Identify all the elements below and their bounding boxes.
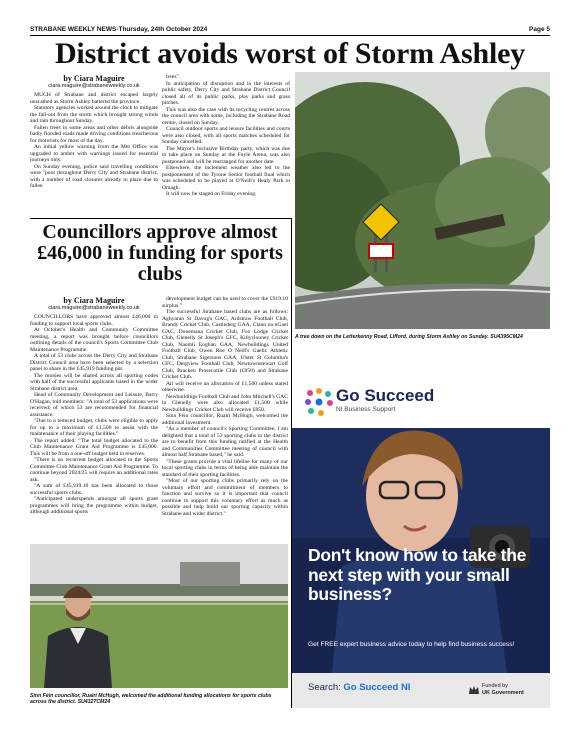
paragraph: On Sunday evening, police said travelling conditions were "poor throughout Derry City and Strabane district, with a number of road closures already in place due to fallen [30,163,158,189]
storm-photo [295,72,550,329]
advert-search-label: Search: [308,682,341,693]
masthead-rule [30,35,550,36]
advert-search [308,682,410,693]
sports-column-1 [30,314,158,540]
paragraph: It will now be staged on Friday evening. [166,191,257,197]
advert-search-term[interactable]: Go Succeed NI [343,682,411,693]
paragraph: development budget can be used to cover the £919.10 surplus." [162,296,288,309]
councillor-photo [30,544,288,688]
paragraph: "Due to a reduced budget, clubs were eligible to apply for up to a maximum of £1,500 to assist with the maintenance of their playing facilities." [30,418,158,437]
councillor-photo-illustration [30,544,288,688]
paragraph: The report added: "The total budget allocated to the Club Maintenance Grant Aid Programme is £45,000. This will be from a one-off budget held in reserves. [30,437,158,457]
paragraph: An initial yellow warning from the Met Office was upgraded to amber with warnings issued for essential journeys only. [30,144,158,163]
paragraph: Head of Community Development and Leisure, Barry O'Hagan, told members: "A total of 53 applications were received, of which 53 are recommended for financial assistance. [30,392,158,418]
crown-icon [468,684,480,696]
paragraph: "There is no recurrent budget allocated to the Sports Committee Club Maintenance Grant Aid Programme. To continue beyond 2024/25 will require an additional rates ask. [30,457,158,483]
advert-body: Get FREE expert business advice today to help find business success! [308,641,515,648]
paragraph: This was also the case with its recycling centres across the council area with some, including the Strabane Road centre, closed on Sunday. [162,106,290,126]
paragraph: The successful Strabane based clubs are as follows: Aghyaran St Davog's GAC, Ardstraw Football Club, Brandy Cricket Club, Castlederg GAA, Clann na nGael GAC, Donemana Cricket Club, Fox Lodge Cricket Club, Glenelly St Joseph's GFC, Killyclooney Cricket Club, Naomh Eoghan GAA, Newbuildings United Football Club, Owen Roe O Neill's Gaelic Athletic Club, Strabane Sigersons GAA, Ulster St Columba's GFC, Dergview Football Club, Newtownstewart Golf Club, Bracken Prosecutile Club (£850) and Strabane Cricket Club. [162,309,288,380]
advert-logo-bar [292,376,550,428]
advert-brand: Go Succeed [336,386,435,405]
sports-column-2 [162,296,288,540]
paragraph: Council outdoor sports and leisure facilities and courts were also closed, with all sports matches scheduled for Sunday cancelled. [162,126,290,145]
storm-photo-caption: A tree down on the Letterkenny Road, Lifford, during Storm Ashley on Sunday. SU4395CM24 [295,334,523,340]
advert-search-bar [292,673,550,708]
paragraph: Sinn Féin councillor, Ruairí McHugh, welcomed the additional investment. [162,413,288,426]
masthead-paper-date: STRABANE WEEKLY NEWS-Thursday, 24th October 2024 [30,26,208,33]
sports-box-top-rule [30,218,292,219]
advert-brand-sub: NI Business Support [336,406,396,413]
paragraph: "A sum of £45,919.10 has been allocated to those successful sports clubs. [30,483,158,496]
paragraph: MUCH of Strabane and district escaped largely unscathed as Storm Ashley battered the province. [30,92,158,105]
storm-byline [30,74,158,89]
paragraph: Statutory agencies worked around the clock to mitigate the fall-out from the storm which brought strong winds and rain throughout Sunday. [30,105,158,124]
paragraph: COUNCILLORS have approved almost £46,000 in funding to support local sports clubs. [30,314,158,327]
storm-author-email: ciara.maguire@strabaneweekly.co.uk [48,83,140,89]
paragraph: "Anticipated underspends amongst all sports grant programmes will bring the programme within budget, although additional sports [30,496,158,515]
advert-funded-line-1: Funded by [482,683,508,689]
storm-column-2 [162,74,290,216]
advert-headline: Don't know how to take the next step with your small business? [308,545,527,604]
paragraph: Fallen trees in some areas and other debris alongside badly flooded roads made driving conditions treacherous for motorists for most of the day. [30,124,158,144]
fallen-tree-photo-illustration [295,72,550,329]
paragraph: "These grants provide a vital lifeline for many of our local sporting clubs in terms of being able maintain the standard of their sporting facilities. [162,458,288,478]
paragraph: "As a member of council's Sporting Committee, I am delighted that a total of 53 sporting clubs in the district are to benefit from this funding ratified at the Health and Communities Committee meeting of council with almost half Strabane based," he said. [162,426,288,458]
sports-author: by Ciara Maguire [63,296,125,305]
paragraph: At October's Health and Community Committee meeting, a report was brought before councillors outlining details of the council's Sports Committee Club Maintenance Programme. [30,327,158,353]
advert-funded-by [482,683,524,696]
masthead-page-number: Page 5 [529,26,550,33]
paragraph: Newbuildings Football Club and John Mitchell's GAC in Glenelly were also allocated £1,500 while Newbuildings Cricket Club will receive £850. [162,393,288,413]
storm-author: by Ciara Maguire [63,74,125,83]
sports-headline: Councillors approve almost £46,000 in funding for sports clubs [37,221,283,285]
paragraph: "Most of our sporting clubs primarily rely on the voluntary effort and commitment of members to function and survive so it is important that council continue to support this voluntary effort as much as possible and help build our sporting capacity within Strabane and wider district." [162,478,288,517]
advert-funded-line-2: UK Government [482,689,524,696]
councillor-photo-caption: Sinn Féin councillor, Ruairí McHugh, welcomed the additional funding allocations for sports clubs across the district. SU4327CM24 [30,693,272,706]
go-succeed-advert[interactable] [292,376,550,708]
storm-headline: District avoids worst of Storm Ashley [54,37,526,70]
paragraph: trees". [166,74,181,80]
paragraph: Elsewhere, the inclement weather also led to the postponement of the Tyrone Senior football final which was scheduled to be played at O'Neill's Healy Park in Omagh. [162,165,290,191]
sports-byline [30,296,158,311]
paragraph: A total of 53 clubs across the Derry City and Strabane District Council area have been selected by a selection panel to share in the £45,919 funding pot. [30,353,158,372]
go-succeed-logo-icon [304,387,334,417]
sports-author-email: ciara.maguire@strabaneweekly.co.uk [48,305,140,311]
paragraph: The Mayor's Inclusive Birthday party, which was due to take place on Sunday at the Foyle Arena, was also postponed and will be rearranged for another date. [162,145,290,165]
paragraph: All will receive an allocation of £1,500 unless stated otherwise. [162,380,288,393]
paragraph: In anticipation of disruption and in the interests of public safety, Derry City and Strabane District Council closed all of its public parks, play parks and grass pitches. [162,80,290,106]
storm-column-1 [30,92,158,216]
paragraph: The monies will be shared across all sporting codes with half of the successful applicants based in the wider Strabane district area. [30,372,158,392]
